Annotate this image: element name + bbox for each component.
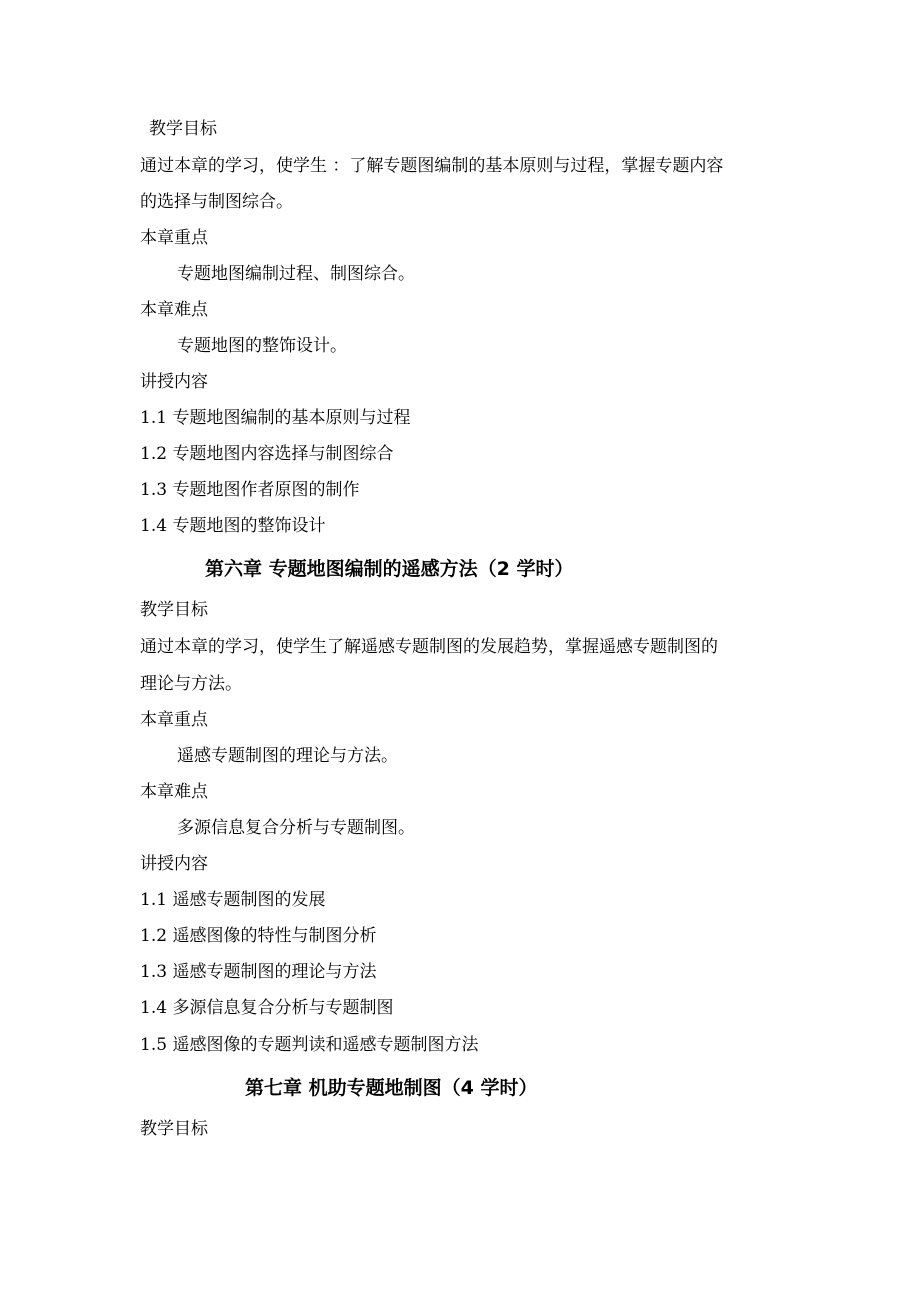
goal-text: 的选择与制图综合。 (140, 192, 293, 212)
goal-heading: 教学目标 (140, 1119, 208, 1139)
list-item: 1.4 专题地图的整饰设计 (140, 516, 326, 536)
goal-text: 通过本章的学习，使学生了解遥感专题制图的发展趋势，掌握遥感专题制图的 (140, 637, 718, 657)
chapter-title: 第六章 专题地图编制的遥感方法（2 学时） (205, 558, 574, 580)
goal-text: 理论与方法。 (140, 674, 242, 694)
chapter-title: 第七章 机助专题地制图（4 学时） (245, 1077, 538, 1099)
goal-heading: 教学目标 (140, 600, 208, 620)
goal-text: 通过本章的学习，使学生 ：了解专题图编制的基本原则与过程，掌握专题内容 (140, 156, 724, 176)
list-item: 1.3 遥感专题制图的理论与方法 (140, 962, 377, 982)
list-item: 1.2 遥感图像的特性与制图分析 (140, 926, 377, 946)
list-item: 1.2 专题地图内容选择与制图综合 (140, 444, 394, 464)
key-heading: 本章重点 (140, 710, 208, 730)
list-item: 1.1 专题地图编制的基本原则与过程 (140, 408, 411, 428)
goal-heading: 教学目标 (149, 119, 217, 139)
content-heading: 讲授内容 (140, 372, 208, 392)
difficulty-heading: 本章难点 (140, 782, 208, 802)
difficulty-text: 多源信息复合分析与专题制图。 (177, 818, 415, 838)
key-heading: 本章重点 (140, 228, 208, 248)
list-item: 1.1 遥感专题制图的发展 (140, 890, 326, 910)
difficulty-text: 专题地图的整饰设计。 (177, 336, 347, 356)
content-heading: 讲授内容 (140, 854, 208, 874)
key-text: 专题地图编制过程、制图综合。 (177, 264, 415, 284)
list-item: 1.4 多源信息复合分析与专题制图 (140, 998, 394, 1018)
list-item: 1.3 专题地图作者原图的制作 (140, 480, 360, 500)
key-text: 遥感专题制图的理论与方法。 (177, 746, 398, 766)
difficulty-heading: 本章难点 (140, 300, 208, 320)
list-item: 1.5 遥感图像的专题判读和遥感专题制图方法 (140, 1035, 479, 1055)
